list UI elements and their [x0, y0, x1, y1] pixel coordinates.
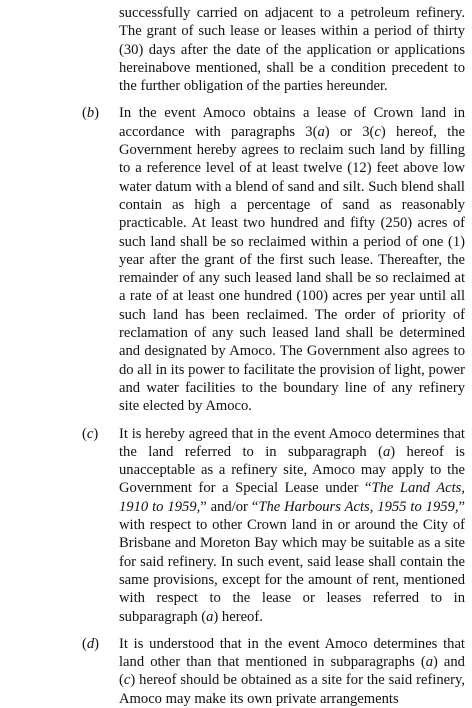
subparagraph-c-text: It is hereby agreed that in the event Amoco determines that the land referred to in subparagraph (a) hereof is unacceptable as a refinery site, Amoco may apply to the Government for a Special Lease under “The Land Acts, 1910 to 1959,” and/or “The Harbours Acts, 1955 to 1959,” with respect to other Crown land in or around the City of Brisbane and Moreton Bay which may be suitable as a site for said refinery. In such event, said lease shall contain the same provisions, except for the amount of rent, mentioned with respect to the lease or leases referred to in subparagraph (a) hereof.	[119, 425, 465, 625]
subparagraph-b	[82, 104, 465, 415]
subparagraph-d	[82, 635, 465, 708]
subparagraph-label-d: (d)	[82, 635, 100, 652]
subparagraph-d-text: It is understood that in the event Amoco determines that land other than that mentioned in subparagraphs (a) and (c) hereof should be obtained as a site for the said refinery, Amoco may make its own private arrangements	[119, 635, 465, 707]
continuation-paragraph	[119, 4, 465, 95]
continuation-text: successfully carried on adjacent to a petroleum refinery. The grant of such lease or leases within a period of thirty (30) days after the date of the application or applications hereinabove mentioned, shall be a condition precedent to the further obligation of the parties hereunder.	[119, 5, 465, 95]
subparagraph-b-text: In the event Amoco obtains a lease of Crown land in accordance with paragraphs 3(a) or 3(c) hereof, the Government hereby agrees to reclaim such land by filling to a reference level of at least twelve (12) feet above low water datum with a blend of sand and silt. Such blend shall contain as high a percentage of sand as reasonably practicable. At least two hundred and fifty (250) acres of such land shall be so reclaimed within a period of one (1) year after the grant of the first such lease. Thereafter, the remainder of any such leased land shall be so reclaimed at a rate of at least one hundred (100) acres per year until all such land has been reclaimed. The order of priority of reclamation of any such leased land shall be determined and designated by Amoco. The Government also agrees to do all in its power to facilitate the provision of light, power and water facilities to the boundary line of any refinery site elected by Amoco.	[119, 105, 465, 415]
subparagraph-label-b: (b)	[82, 105, 100, 122]
subparagraph-c	[82, 425, 465, 626]
subparagraph-label-c: (c)	[82, 425, 99, 442]
